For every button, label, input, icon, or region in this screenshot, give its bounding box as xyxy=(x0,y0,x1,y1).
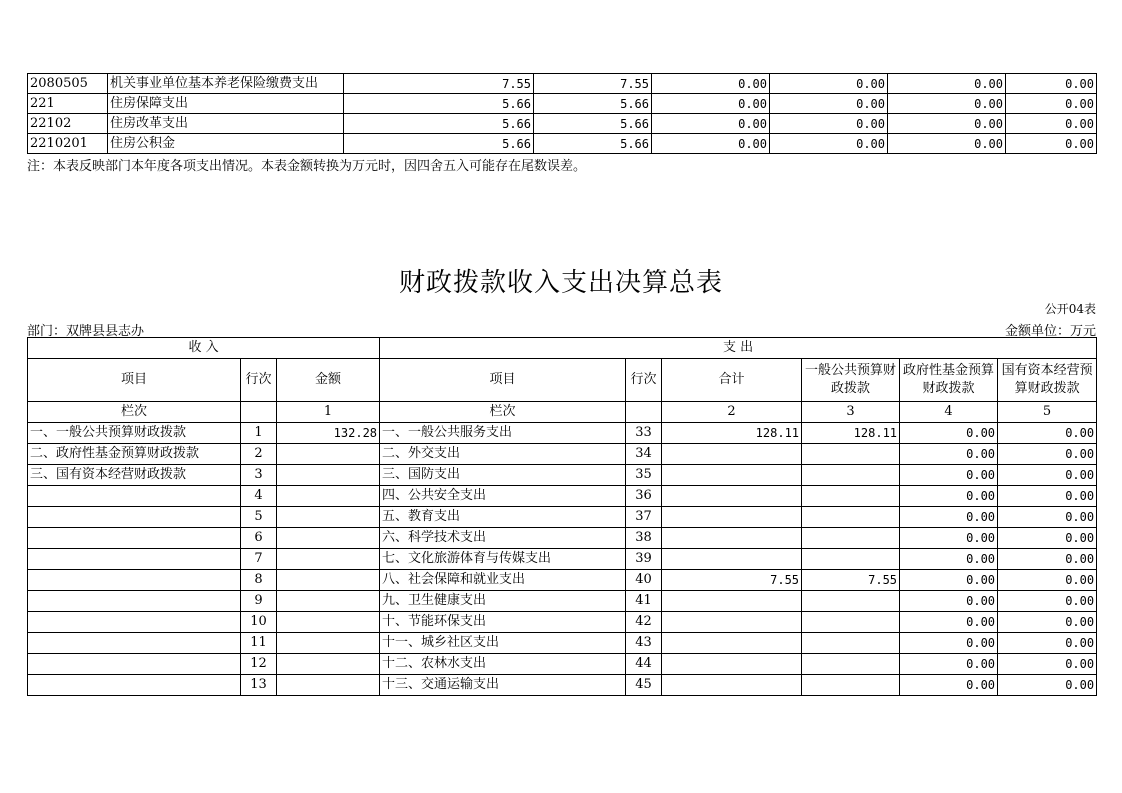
expense-item-cell: 十一、城乡社区支出 xyxy=(380,633,626,654)
general-budget-cell xyxy=(802,465,900,486)
expense-item-cell: 七、文化旅游体育与传媒支出 xyxy=(380,549,626,570)
expense-item-cell: 五、教育支出 xyxy=(380,507,626,528)
total-cell xyxy=(662,444,802,465)
income-line-cell: 1 xyxy=(241,423,277,444)
total-cell xyxy=(662,528,802,549)
income-amount-cell xyxy=(277,528,380,549)
state-capital-cell: 0.00 xyxy=(998,570,1097,591)
income-line-cell: 5 xyxy=(241,507,277,528)
income-line-cell: 9 xyxy=(241,591,277,612)
income-item-cell xyxy=(28,549,241,570)
general-budget-cell xyxy=(802,612,900,633)
total-cell xyxy=(662,633,802,654)
expense-detail-table xyxy=(27,73,1097,154)
income-line-cell: 4 xyxy=(241,486,277,507)
gov-fund-cell: 0.00 xyxy=(900,591,998,612)
table-row xyxy=(28,423,1097,444)
general-budget-cell xyxy=(802,528,900,549)
income-amount-cell xyxy=(277,444,380,465)
income-line-cell: 10 xyxy=(241,612,277,633)
table-row xyxy=(28,675,1097,696)
general-budget-cell: 7.55 xyxy=(802,570,900,591)
code-cell: 2080505 xyxy=(28,74,108,94)
income-item-cell: 一、一般公共预算财政拨款 xyxy=(28,423,241,444)
gov-fund-cell: 0.00 xyxy=(900,423,998,444)
value-cell: 0.00 xyxy=(1006,94,1097,114)
expense-item-cell: 三、国防支出 xyxy=(380,465,626,486)
value-cell: 5.66 xyxy=(344,94,534,114)
total-cell xyxy=(662,465,802,486)
general-budget-cell xyxy=(802,507,900,528)
state-capital-cell: 0.00 xyxy=(998,549,1097,570)
gov-fund-cell: 0.00 xyxy=(900,612,998,633)
column-index-row xyxy=(28,402,1097,423)
value-cell: 0.00 xyxy=(652,94,770,114)
value-cell: 0.00 xyxy=(888,94,1006,114)
form-number: 公开04表 xyxy=(1044,302,1096,316)
table-row xyxy=(28,444,1097,465)
income-line-cell: 2 xyxy=(241,444,277,465)
col-blank xyxy=(241,402,277,423)
income-amount-cell xyxy=(277,612,380,633)
total-cell xyxy=(662,549,802,570)
state-capital-cell: 0.00 xyxy=(998,423,1097,444)
table-row xyxy=(28,74,1097,94)
income-item-cell xyxy=(28,507,241,528)
value-cell: 0.00 xyxy=(1006,74,1097,94)
gov-fund-cell: 0.00 xyxy=(900,444,998,465)
income-item-cell xyxy=(28,591,241,612)
total-cell xyxy=(662,486,802,507)
income-amount-cell xyxy=(277,675,380,696)
income-amount-cell xyxy=(277,465,380,486)
table-row xyxy=(28,134,1097,154)
income-item-cell xyxy=(28,633,241,654)
value-cell: 7.55 xyxy=(534,74,652,94)
value-cell: 0.00 xyxy=(652,114,770,134)
expense-item-cell: 六、科学技术支出 xyxy=(380,528,626,549)
value-cell: 0.00 xyxy=(770,94,888,114)
expense-line-cell: 44 xyxy=(626,654,662,675)
income-line-cell: 6 xyxy=(241,528,277,549)
expense-line-cell: 34 xyxy=(626,444,662,465)
general-budget-cell xyxy=(802,591,900,612)
value-cell: 5.66 xyxy=(344,134,534,154)
table-row xyxy=(28,633,1097,654)
col-index-1: 1 xyxy=(277,402,380,423)
value-cell: 0.00 xyxy=(770,114,888,134)
total-cell: 7.55 xyxy=(662,570,802,591)
income-line-cell: 8 xyxy=(241,570,277,591)
gov-fund-cell: 0.00 xyxy=(900,507,998,528)
expense-line-cell: 42 xyxy=(626,612,662,633)
page-title: 财政拨款收入支出决算总表 xyxy=(398,268,723,298)
expense-item-cell: 四、公共安全支出 xyxy=(380,486,626,507)
col-label-2: 栏次 xyxy=(380,402,626,423)
general-budget-cell xyxy=(802,486,900,507)
expense-line-cell: 39 xyxy=(626,549,662,570)
income-line-cell: 12 xyxy=(241,654,277,675)
name-cell: 住房保障支出 xyxy=(108,94,344,114)
income-line-cell: 13 xyxy=(241,675,277,696)
state-capital-cell: 0.00 xyxy=(998,465,1097,486)
code-cell: 2210201 xyxy=(28,134,108,154)
table-row xyxy=(28,570,1097,591)
income-amount-cell xyxy=(277,570,380,591)
col-label: 栏次 xyxy=(28,402,241,423)
total-cell xyxy=(662,654,802,675)
expense-item-header: 项目 xyxy=(380,359,626,402)
income-amount-cell xyxy=(277,591,380,612)
name-cell: 住房公积金 xyxy=(108,134,344,154)
expense-line-header: 行次 xyxy=(626,359,662,402)
fiscal-summary-table xyxy=(27,337,1097,696)
state-capital-cell: 0.00 xyxy=(998,675,1097,696)
expense-line-cell: 41 xyxy=(626,591,662,612)
general-budget-cell: 128.11 xyxy=(802,423,900,444)
amount-unit-label: 金额单位：万元 xyxy=(1004,324,1096,339)
col-index-4: 4 xyxy=(900,402,998,423)
income-item-cell xyxy=(28,612,241,633)
state-capital-header: 国有资本经营预算财政拨款 xyxy=(998,359,1097,402)
expense-line-cell: 45 xyxy=(626,675,662,696)
gov-fund-cell: 0.00 xyxy=(900,675,998,696)
state-capital-cell: 0.00 xyxy=(998,591,1097,612)
expense-line-cell: 35 xyxy=(626,465,662,486)
gov-fund-cell: 0.00 xyxy=(900,633,998,654)
income-line-cell: 11 xyxy=(241,633,277,654)
expense-header: 支 出 xyxy=(380,338,1097,359)
table-row xyxy=(28,612,1097,633)
value-cell: 5.66 xyxy=(344,114,534,134)
state-capital-cell: 0.00 xyxy=(998,444,1097,465)
general-budget-cell xyxy=(802,444,900,465)
income-amount-cell xyxy=(277,633,380,654)
income-line-cell: 3 xyxy=(241,465,277,486)
expense-line-cell: 37 xyxy=(626,507,662,528)
income-item-cell: 二、政府性基金预算财政拨款 xyxy=(28,444,241,465)
income-item-cell: 三、国有资本经营财政拨款 xyxy=(28,465,241,486)
expense-item-cell: 一、一般公共服务支出 xyxy=(380,423,626,444)
gov-fund-cell: 0.00 xyxy=(900,465,998,486)
value-cell: 0.00 xyxy=(652,134,770,154)
total-cell xyxy=(662,591,802,612)
name-cell: 机关事业单位基本养老保险缴费支出 xyxy=(108,74,344,94)
expense-item-cell: 九、卫生健康支出 xyxy=(380,591,626,612)
income-item-cell xyxy=(28,486,241,507)
income-amount-cell xyxy=(277,507,380,528)
total-header: 合计 xyxy=(662,359,802,402)
total-cell: 128.11 xyxy=(662,423,802,444)
value-cell: 5.66 xyxy=(534,134,652,154)
income-item-cell xyxy=(28,528,241,549)
value-cell: 7.55 xyxy=(344,74,534,94)
expense-line-cell: 38 xyxy=(626,528,662,549)
state-capital-cell: 0.00 xyxy=(998,528,1097,549)
income-amount-header: 金额 xyxy=(277,359,380,402)
code-cell: 22102 xyxy=(28,114,108,134)
table-row xyxy=(28,549,1097,570)
value-cell: 0.00 xyxy=(770,74,888,94)
value-cell: 5.66 xyxy=(534,94,652,114)
gov-fund-cell: 0.00 xyxy=(900,570,998,591)
table-note: 注：本表反映部门本年度各项支出情况。本表金额转换为万元时，因四舍五入可能存在尾数误差。 xyxy=(27,159,587,174)
col-index-5: 5 xyxy=(998,402,1097,423)
value-cell: 0.00 xyxy=(1006,114,1097,134)
table-row xyxy=(28,465,1097,486)
expense-item-cell: 十、节能环保支出 xyxy=(380,612,626,633)
income-amount-cell xyxy=(277,549,380,570)
expense-item-cell: 二、外交支出 xyxy=(380,444,626,465)
gov-fund-cell: 0.00 xyxy=(900,654,998,675)
value-cell: 0.00 xyxy=(888,134,1006,154)
expense-line-cell: 40 xyxy=(626,570,662,591)
income-line-cell: 7 xyxy=(241,549,277,570)
table-row xyxy=(28,591,1097,612)
name-cell: 住房改革支出 xyxy=(108,114,344,134)
expense-item-cell: 八、社会保障和就业支出 xyxy=(380,570,626,591)
expense-item-cell: 十三、交通运输支出 xyxy=(380,675,626,696)
gov-fund-header: 政府性基金预算财政拨款 xyxy=(900,359,998,402)
state-capital-cell: 0.00 xyxy=(998,654,1097,675)
gov-fund-cell: 0.00 xyxy=(900,486,998,507)
state-capital-cell: 0.00 xyxy=(998,633,1097,654)
expense-line-cell: 36 xyxy=(626,486,662,507)
income-item-cell xyxy=(28,570,241,591)
value-cell: 5.66 xyxy=(534,114,652,134)
general-budget-cell xyxy=(802,675,900,696)
col-index-2: 2 xyxy=(662,402,802,423)
gov-fund-cell: 0.00 xyxy=(900,528,998,549)
value-cell: 0.00 xyxy=(770,134,888,154)
income-item-header: 项目 xyxy=(28,359,241,402)
income-amount-cell: 132.28 xyxy=(277,423,380,444)
income-item-cell xyxy=(28,675,241,696)
gov-fund-cell: 0.00 xyxy=(900,549,998,570)
table-row xyxy=(28,94,1097,114)
expense-line-cell: 33 xyxy=(626,423,662,444)
table-row xyxy=(28,507,1097,528)
income-amount-cell xyxy=(277,654,380,675)
value-cell: 0.00 xyxy=(652,74,770,94)
value-cell: 0.00 xyxy=(888,74,1006,94)
state-capital-cell: 0.00 xyxy=(998,612,1097,633)
general-budget-cell xyxy=(802,633,900,654)
table-row xyxy=(28,528,1097,549)
department-label: 部门：双牌县县志办 xyxy=(27,324,145,339)
table-row xyxy=(28,114,1097,134)
total-cell xyxy=(662,507,802,528)
table-row xyxy=(28,486,1097,507)
general-budget-cell xyxy=(802,654,900,675)
table-row xyxy=(28,654,1097,675)
col-blank xyxy=(626,402,662,423)
income-item-cell xyxy=(28,654,241,675)
code-cell: 221 xyxy=(28,94,108,114)
income-amount-cell xyxy=(277,486,380,507)
section-header-row xyxy=(28,338,1097,359)
income-header: 收 入 xyxy=(28,338,380,359)
col-index-3: 3 xyxy=(802,402,900,423)
state-capital-cell: 0.00 xyxy=(998,507,1097,528)
general-budget-header: 一般公共预算财政拨款 xyxy=(802,359,900,402)
value-cell: 0.00 xyxy=(1006,134,1097,154)
value-cell: 0.00 xyxy=(888,114,1006,134)
total-cell xyxy=(662,675,802,696)
expense-line-cell: 43 xyxy=(626,633,662,654)
column-header-row xyxy=(28,359,1097,402)
total-cell xyxy=(662,612,802,633)
expense-item-cell: 十二、农林水支出 xyxy=(380,654,626,675)
state-capital-cell: 0.00 xyxy=(998,486,1097,507)
income-line-header: 行次 xyxy=(241,359,277,402)
general-budget-cell xyxy=(802,549,900,570)
